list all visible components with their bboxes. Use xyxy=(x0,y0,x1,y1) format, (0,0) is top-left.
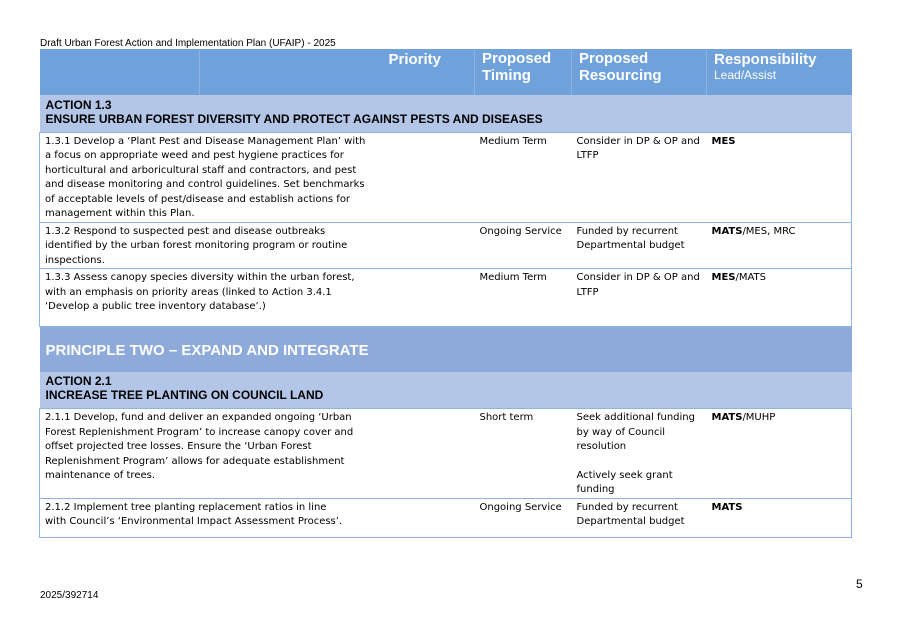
resourcing-extra xyxy=(577,469,702,498)
action-2-1-number: ACTION 2.1 xyxy=(45,373,112,388)
description-line: of acceptable levels of pest/disease and establish actions for xyxy=(45,193,351,205)
action-2-1-title: INCREASE TREE PLANTING ON COUNCIL LAND xyxy=(45,387,324,402)
table-header-row xyxy=(40,49,852,95)
description-line: horticultural and arboricultural staff and contractors, and pest xyxy=(45,164,357,176)
description-line: ‘Develop a public tree inventory database’.) xyxy=(45,301,266,312)
item-resourcing xyxy=(572,498,707,537)
page-number: 5 xyxy=(856,577,863,591)
resourcing-line: Departmental budget xyxy=(576,240,685,251)
item-resourcing xyxy=(572,269,707,327)
resourcing-line: funding xyxy=(576,484,615,495)
responsibility-lead: MATS xyxy=(711,225,743,237)
resourcing-line: resolution xyxy=(576,441,627,452)
resourcing-line: Actively seek grant xyxy=(576,469,673,481)
item-resourcing xyxy=(572,132,707,222)
action-1-3-number: ACTION 1.3 xyxy=(45,98,112,112)
principle-two-title: PRINCIPLE TWO – EXPAND AND INTEGRATE xyxy=(40,327,852,372)
description-line: a focus on appropriate weed and pest hygiene practices for xyxy=(45,150,344,161)
description-line: Replenishment Program’ allows for adequate establishment xyxy=(45,455,345,467)
responsibility-lead: MATS xyxy=(711,501,743,513)
item-resourcing xyxy=(572,409,707,499)
resourcing-line: Consider in DP & OP and xyxy=(576,135,700,147)
table-row xyxy=(40,269,852,327)
resourcing-line: Departmental budget xyxy=(576,516,685,527)
table-row xyxy=(40,222,852,269)
description-line: 2.1.1 Develop, fund and deliver an expanded ongoing ‘Urban xyxy=(45,412,352,423)
item-description xyxy=(40,269,475,327)
description-line: with an emphasis on priority areas (linked to Action 3.4.1 xyxy=(45,286,332,298)
item-responsibility xyxy=(707,269,852,327)
responsibility-assist: /MES, MRC xyxy=(742,225,796,237)
resourcing-line: Funded by recurrent xyxy=(576,501,678,513)
action-plan-table xyxy=(39,49,852,538)
responsibility-assist: /MUHP xyxy=(742,412,776,423)
responsibility-lead: MES xyxy=(711,272,736,283)
action-1-3-row xyxy=(40,95,852,132)
resourcing-line: Funded by recurrent xyxy=(576,225,678,237)
header-responsibility xyxy=(707,49,852,95)
item-timing: Medium Term xyxy=(475,269,572,327)
document-reference: 2025/392714 xyxy=(40,590,99,601)
description-line: 1.3.1 Develop a ‘Plant Pest and Disease Management Plan’ with xyxy=(45,135,366,147)
header-responsibility-sub: Lead/Assist xyxy=(714,68,777,82)
action-1-3-title: ENSURE URBAN FOREST DIVERSITY AND PROTECT AGAINST PESTS AND DISEASES xyxy=(45,112,543,126)
description-line: Forest Replenishment Program’ to increase canopy cover and xyxy=(45,426,354,438)
action-2-1-cell xyxy=(40,372,852,409)
principle-two-row xyxy=(40,327,852,372)
action-2-1-row xyxy=(40,372,852,409)
item-resourcing xyxy=(572,222,707,269)
description-line: management within this Plan. xyxy=(45,208,195,219)
document-header: Draft Urban Forest Action and Implementation Plan (UFAIP) - 2025 xyxy=(40,38,336,49)
item-responsibility xyxy=(707,409,852,499)
header-action-cell xyxy=(40,49,200,95)
resourcing-line: by way of Council xyxy=(576,426,665,438)
item-timing: Medium Term xyxy=(475,132,572,222)
resourcing-line: LTFP xyxy=(576,286,599,298)
item-description xyxy=(40,409,475,499)
responsibility-lead: MATS xyxy=(711,412,743,423)
resourcing-line: Consider in DP & OP and xyxy=(576,272,700,283)
description-line: and disease monitoring and control guidelines. Set benchmarks xyxy=(45,179,365,190)
header-proposed-resourcing xyxy=(572,49,707,95)
description-line: maintenance of trees. xyxy=(45,470,156,481)
header-priority: Priority xyxy=(200,49,475,95)
item-responsibility xyxy=(707,222,852,269)
item-responsibility xyxy=(707,132,852,222)
table-row xyxy=(40,409,852,499)
header-timing-line2: Timing xyxy=(482,67,531,84)
description-line: 2.1.2 Implement tree planting replacement ratios in line xyxy=(45,501,327,513)
header-resourcing-line1: Proposed xyxy=(579,50,649,67)
table-row xyxy=(40,498,852,537)
description-line: 1.3.3 Assess canopy species diversity within the urban forest, xyxy=(45,272,355,283)
description-line: inspections. xyxy=(45,254,105,266)
responsibility-lead: MES xyxy=(711,135,736,147)
resourcing-line: LTFP xyxy=(576,150,599,161)
header-timing-line1: Proposed xyxy=(482,50,552,67)
description-line: identified by the urban forest monitoring program or routine xyxy=(45,240,348,251)
item-timing: Ongoing Service xyxy=(475,498,572,537)
header-proposed-timing xyxy=(475,49,572,95)
item-description xyxy=(40,132,475,222)
action-1-3-cell xyxy=(40,95,852,132)
item-description xyxy=(40,498,475,537)
table-row xyxy=(40,132,852,222)
header-resourcing-line2: Resourcing xyxy=(579,67,662,84)
description-line: with Council’s ‘Environmental Impact Assessment Process’. xyxy=(45,516,343,527)
resourcing-line: Seek additional funding xyxy=(576,412,695,423)
description-line: offset projected tree losses. Ensure the ‘Urban Forest xyxy=(45,441,312,452)
header-responsibility-title: Responsibility xyxy=(714,51,817,68)
item-timing: Ongoing Service xyxy=(475,222,572,269)
responsibility-assist: /MATS xyxy=(735,272,767,283)
item-description xyxy=(40,222,475,269)
description-line: 1.3.2 Respond to suspected pest and disease outbreaks xyxy=(45,225,326,237)
item-responsibility xyxy=(707,498,852,537)
item-timing: Short term xyxy=(475,409,572,499)
